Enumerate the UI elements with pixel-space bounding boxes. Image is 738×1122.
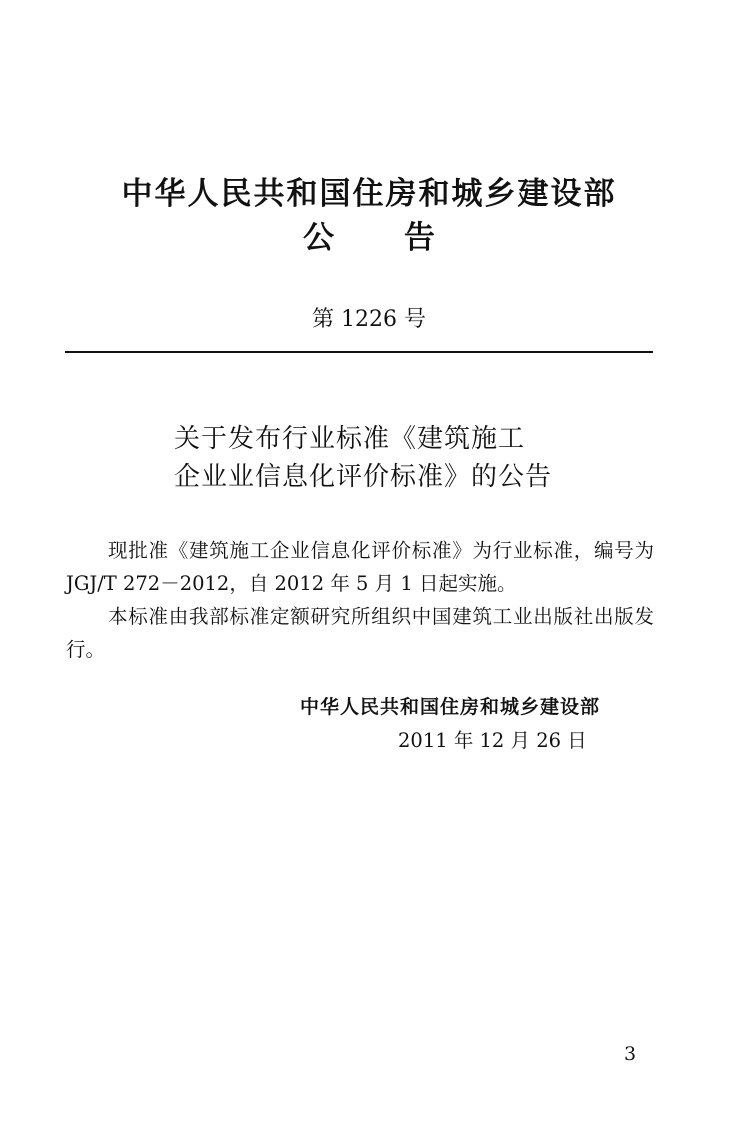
body-paragraph-1: 现批准《建筑施工企业信息化评价标准》为行业标准，编号为 JGJ/T 272－2012，自 2012 年 5 月 1 日起实施。 (66, 539, 654, 595)
subject-line-1: 关于发布行业标准《建筑施工 (174, 424, 526, 454)
notice-subject (174, 420, 552, 496)
notice-body (66, 534, 654, 666)
signature-issuer: 中华人民共和国住房和城乡建设部 (300, 696, 601, 718)
page-number: 3 (624, 1043, 637, 1065)
notice-number: 第 1226 号 (312, 307, 426, 332)
ministry-title: 中华人民共和国住房和城乡建设部 (121, 176, 617, 212)
notice-heading-char-1: 公 (303, 220, 334, 256)
header-divider (65, 351, 653, 353)
body-paragraph-2: 本标准由我部标准定额研究所组织中国建筑工业出版社出版发行。 (66, 605, 654, 661)
subject-line-2: 企业业信息化评价标准》的公告 (174, 462, 553, 492)
notice-heading (0, 216, 738, 260)
notice-heading-char-2: 告 (404, 220, 435, 256)
signature-date: 2011 年 12 月 26 日 (398, 729, 587, 752)
